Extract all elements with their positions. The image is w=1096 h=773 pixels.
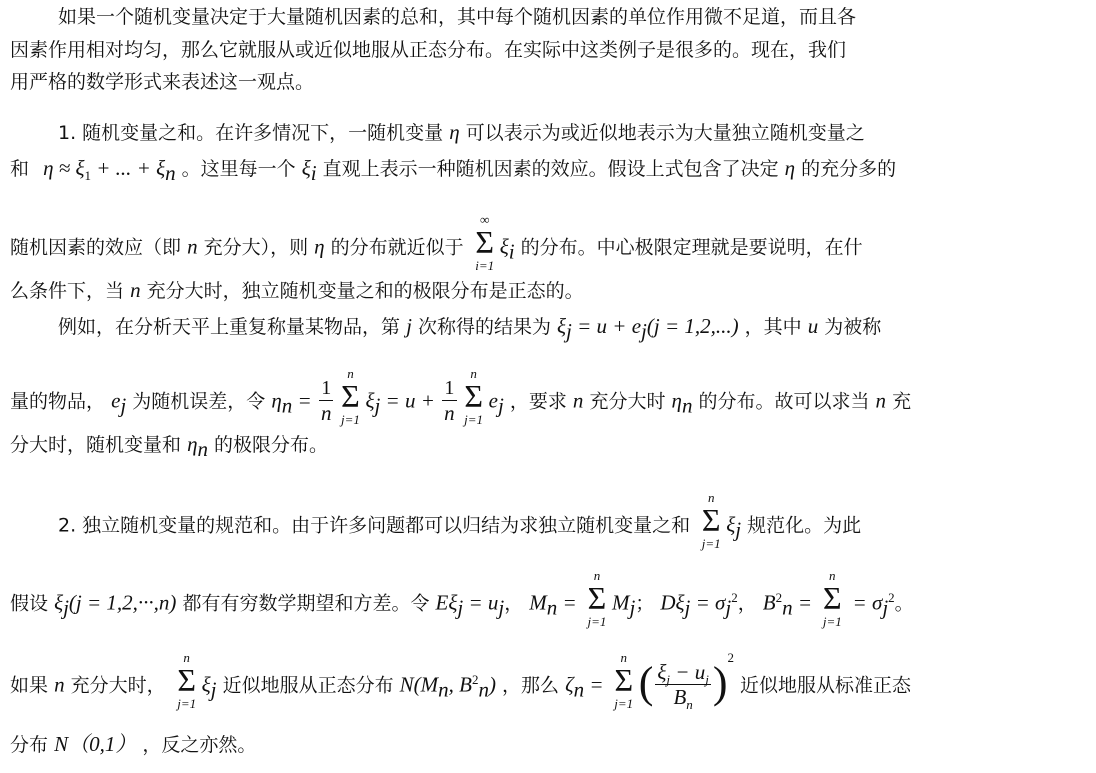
equation: = u [463,590,499,615]
index-range: (j = 1,2,···,n) [68,590,177,615]
sec1-text: 随机因素的效应（即 [10,236,182,259]
normal-dist: N(M [399,672,439,697]
subscript: j [457,595,464,620]
sec1-line-4 [10,278,584,303]
subscript: n [573,677,585,702]
sec2-text: 规范化。为此 [747,514,862,537]
zeta-symbol: ζ [565,672,574,697]
summation [174,650,200,714]
subscript: j [705,671,709,687]
summation [611,650,637,714]
superscript: 2 [888,590,895,606]
example-text: 为被称 [824,316,882,338]
subscript: j [498,595,505,620]
example-text: 分大时，随机变量和 [10,434,182,456]
sec2-text: 如果 [10,674,49,697]
sum-lower-limit: i=1 [475,258,495,273]
subscript: j [629,595,636,620]
subscript: n [782,595,793,620]
sigma-symbol: Σ [701,502,721,538]
summation [819,568,845,632]
subscript: n [438,677,449,702]
sec1-text: 可以表示为或近似地表示为大量独立随机变量之 [465,122,865,144]
xi-symbol: ξ [201,672,211,697]
xi-symbol: ξ [557,314,567,338]
sec2-text: ，反之亦然。 [142,734,257,756]
sum-upper-limit: n [593,568,601,583]
sec2-text: 假设 [10,592,49,615]
xi-symbol: ξ [301,156,311,180]
sec1-text: 的分布。中心极限定理就是要说明，在什 [520,236,863,259]
example-text: 充 [892,390,912,413]
example-text: 的分布。故可以求当 [698,390,870,413]
eta-symbol: η [449,120,460,144]
example-text: 为随机误差，令 [132,390,266,413]
sec2-line-3 [10,650,912,718]
sec2-text: 2. 独立随机变量的规范和。由于许多问题都可以归结为求独立随机变量之和 [58,514,691,537]
sec1-line-3 [10,212,863,280]
numerator: 1 [442,376,457,401]
subscript: j [641,318,647,343]
sigma-sq: = σ [847,590,883,615]
sec2-text: ， [504,592,524,615]
sec2-text: 。 [894,592,914,615]
superscript: 2 [727,650,734,666]
superscript: 2 [471,672,479,688]
sigma-symbol: Σ [475,224,495,260]
j-symbol: j [406,314,412,338]
sum-lower-limit: j=1 [587,614,607,629]
sec2-line-1 [58,490,862,558]
sec2-text: 近似地服从正态分布 [222,674,394,697]
example-text: 次称得的结果为 [417,316,551,338]
variance: Dξ [660,590,685,615]
standard-normal: N（0,1） [54,732,137,756]
sum-upper-limit: n [183,650,190,665]
summation [337,366,363,430]
subscript: j [120,393,127,418]
example-text: 的极限分布。 [214,434,329,456]
subscript: j [497,393,504,418]
xi-symbol: ξ [365,388,375,413]
approx-expr: ≈ ξ [53,156,85,180]
e-symbol: e [488,388,498,413]
n-symbol: n [572,388,584,413]
equals: = [584,672,609,697]
numerator: 1 [319,376,334,401]
sum-lower-limit: j=1 [464,412,484,427]
equals: = [792,590,818,615]
eta-symbol: η [314,234,325,259]
subscript: j [735,517,742,542]
n-symbol: n [130,278,141,302]
sec2-line-2 [10,568,914,636]
sum-upper-limit: n [829,568,836,583]
example-text: 充分大时 [589,390,666,413]
sec1-line-2 [10,156,897,185]
sigma-symbol: Σ [177,662,196,698]
fraction [655,659,710,712]
equals: = [557,590,582,615]
sum-upper-limit: n [470,366,477,381]
sigma-symbol: Σ [822,580,842,616]
sum-upper-limit: ∞ [480,212,490,227]
summation [584,568,610,632]
subscript: n [681,393,693,418]
xi-symbol: ξ [726,512,736,537]
u-symbol: u [807,314,819,338]
sec1-text: 充分大时，独立随机变量之和的极限分布是正态的。 [146,280,584,302]
sum-upper-limit: n [347,366,354,381]
subscript: i [508,239,515,264]
sigma-symbol: Σ [341,378,360,414]
xi-symbol: ξ [657,659,667,684]
sec2-text: 都有有穷数学期望和方差。令 [182,592,430,615]
eta-symbol: η [271,388,282,413]
normal-dist: , B [448,672,472,697]
denominator: n [444,400,455,425]
eta-symbol: η [671,388,682,413]
sec2-line-4 [10,732,256,757]
xi-symbol: ξ [54,590,64,615]
summation [461,366,487,430]
sec1-text: 的充分多的 [801,158,897,180]
sigma-symbol: Σ [614,662,634,698]
subscript: j [725,595,732,620]
subscript: n [478,677,489,702]
sec1-text: 。这里每一个 [181,158,296,180]
equation: = σ [690,590,726,615]
eta-symbol: η [187,432,198,456]
subscript: n [686,696,693,712]
sec1-text: 1. 随机变量之和。在许多情况下，一随机变量 [58,122,444,144]
B-symbol: B [673,684,687,709]
sigma-symbol: Σ [464,378,483,414]
sec1-text: 直观上表示一种随机因素的效应。假设上式包含了决定 [322,158,779,180]
e-symbol: e [111,388,121,413]
sum-lower-limit: j=1 [340,412,360,427]
sum-lower-limit: j=1 [701,536,721,551]
intro-line-2: 因素作用相对均匀，那么它就服从或近似地服从正态分布。在实际中这类例子是很多的。现在，我们 [10,39,847,61]
sum-lower-limit: j=1 [614,696,634,711]
subscript: j [666,671,671,687]
index-range: (j = 1,2,...) [646,314,739,338]
example-line-1 [58,314,882,343]
normal-dist: ) [488,672,496,697]
n-symbol: n [187,234,198,259]
sum-lower-limit: j=1 [177,696,197,711]
denominator: n [320,400,332,425]
subscript: j [63,595,69,620]
sec1-text: 和 [10,158,30,180]
sec2-text: 近似地服从标准正态 [740,674,912,697]
subscript: j [882,595,889,620]
sec1-text: 充分大），则 [203,236,309,259]
subscript: j [210,677,217,702]
summation [698,490,724,554]
fraction [319,376,334,425]
xi-symbol: ξ [499,234,509,259]
intro-line-3: 用严格的数学形式来表述这一观点。 [10,71,315,93]
subscript: j [684,595,691,620]
sum-lower-limit: j=1 [822,614,842,629]
n-symbol: n [54,672,65,697]
sec1-line-1 [58,120,865,145]
subscript: n [197,436,208,461]
example-line-3 [10,432,329,461]
subscript: n [165,160,176,185]
example-text: ，要求 [509,390,567,413]
superscript: 2 [775,590,783,606]
minus-u: − u [670,659,706,684]
subscript: n [281,393,293,418]
intro-line-1: 如果一个随机变量决定于大量随机因素的总和，其中每个随机因素的单位作用微不足道，而且各 [58,6,857,28]
eta-symbol: η [43,156,54,180]
right-paren: ) [712,657,728,707]
subscript: j [566,318,572,343]
subscript: 1 [84,167,92,183]
example-text: 例如，在分析天平上重复称量某物品，第 [58,316,401,338]
B-symbol: B [762,590,776,615]
left-paren: ( [638,657,654,707]
superscript: 2 [731,590,738,606]
subscript: i [310,160,317,185]
sec2-text: 充分大时， [70,674,166,697]
example-text: 量的物品， [10,390,106,413]
sec1-text: 么条件下，当 [10,280,125,302]
sec2-text: ； [635,592,655,615]
sigma-symbol: Σ [587,580,607,616]
equals: = [292,388,317,413]
sum-upper-limit: n [620,650,627,665]
M-symbol: M [529,590,547,615]
numerator [655,660,710,685]
example-text: ，其中 [744,316,802,338]
sum-upper-limit: n [707,490,715,505]
sec2-text: ， [737,592,757,615]
sec2-text: ，那么 [502,674,560,697]
sum-expr: + ... + ξ [91,156,166,180]
M-symbol: M [611,590,630,615]
example-line-2 [10,366,912,434]
subscript: j [374,393,381,418]
equation: = u + [380,388,441,413]
fraction [442,376,457,425]
summation [472,212,498,276]
expectation: Eξ [435,590,458,615]
equation: = u + e [571,314,642,338]
sec2-text: 分布 [10,734,49,756]
denominator [655,684,710,712]
eta-symbol: η [784,156,796,180]
n-symbol: n [875,388,887,413]
subscript: n [546,595,558,620]
sec1-text: 的分布就近似于 [330,236,464,259]
